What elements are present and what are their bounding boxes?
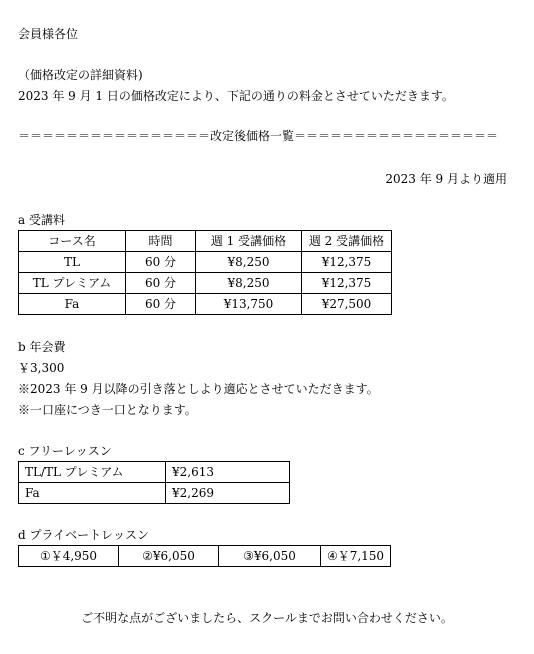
course-name: Fa (19, 294, 126, 315)
section-divider: ＝＝＝＝＝＝＝＝＝＝＝＝＝＝＝＝改定後価格一覧＝＝＝＝＝＝＝＝＝＝＝＝＝＝＝＝＝ (18, 129, 499, 143)
table-row (19, 252, 392, 273)
header-weekly-2: 週 2 受講価格 (302, 231, 392, 252)
private-lesson-option-3: ③¥6,050 (219, 546, 321, 567)
table-row (19, 546, 391, 567)
effective-date: 2023 年 9 月より適用 (385, 172, 507, 186)
course-name: TL プレミアム (19, 273, 126, 294)
section-d-title: d プライベートレッスン (18, 528, 150, 542)
table-row (19, 273, 392, 294)
annual-fee-note-2: ※一口座につき一口となります。 (18, 403, 197, 417)
section-c-title: c フリーレッスン (18, 444, 112, 458)
free-lesson-course: Fa (19, 483, 166, 504)
free-lesson-price: ¥2,269 (166, 483, 290, 504)
free-lesson-price: ¥2,613 (166, 462, 290, 483)
footer-note: ご不明な点がございましたら、スクールまでお問い合わせください。 (81, 611, 453, 625)
price-weekly-1: ¥13,750 (196, 294, 302, 315)
price-weekly-1: ¥8,250 (196, 252, 302, 273)
intro-text: 2023 年 9 月 1 日の価格改定により、下記の通りの料金とさせていただきます。 (18, 89, 454, 103)
header-course: コース名 (19, 231, 126, 252)
price-weekly-2: ¥27,500 (302, 294, 392, 315)
private-lesson-option-4: ④￥7,150 (321, 546, 391, 567)
course-time: 60 分 (126, 252, 196, 273)
private-lesson-table (18, 545, 391, 567)
header-weekly-1: 週 1 受講価格 (196, 231, 302, 252)
free-lesson-course: TL/TL プレミアム (19, 462, 166, 483)
table-header-row (19, 231, 392, 252)
private-lesson-option-1: ①￥4,950 (19, 546, 119, 567)
annual-fee-note-1: ※2023 年 9 月以降の引き落としより適応とさせていただきます。 (18, 382, 379, 396)
section-a-title: a 受講料 (18, 213, 65, 227)
table-row (19, 294, 392, 315)
header-time: 時間 (126, 231, 196, 252)
document-subtitle: （価格改定の詳細資料) (18, 68, 143, 82)
course-time: 60 分 (126, 294, 196, 315)
annual-fee-price: ￥3,300 (18, 361, 65, 375)
table-row (19, 462, 290, 483)
price-weekly-2: ¥12,375 (302, 252, 392, 273)
table-row (19, 483, 290, 504)
price-weekly-2: ¥12,375 (302, 273, 392, 294)
course-time: 60 分 (126, 273, 196, 294)
section-b-title: b 年会費 (18, 340, 66, 354)
tuition-table (18, 230, 392, 315)
price-weekly-1: ¥8,250 (196, 273, 302, 294)
course-name: TL (19, 252, 126, 273)
salutation: 会員様各位 (18, 27, 79, 41)
free-lesson-table (18, 461, 290, 504)
private-lesson-option-2: ②¥6,050 (119, 546, 219, 567)
